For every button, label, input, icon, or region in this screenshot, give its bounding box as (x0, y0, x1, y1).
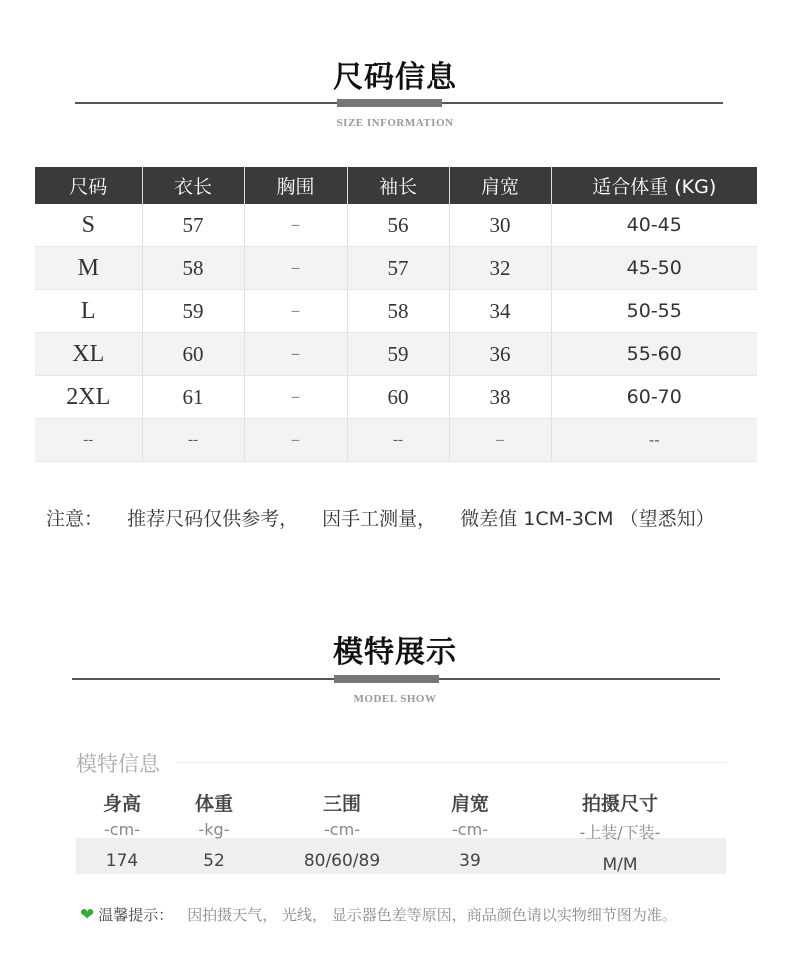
cell-length: 60 (142, 333, 244, 376)
cell-length: 61 (142, 376, 244, 419)
cell-weight: 40-45 (551, 204, 757, 247)
size-table-header (35, 167, 757, 204)
size-note (46, 504, 715, 531)
model-value: 52 (203, 851, 225, 871)
model-info-divider (176, 762, 726, 763)
cell-size: S (35, 204, 142, 247)
cell-sleeve: 56 (347, 204, 449, 247)
tip-label: 温馨提示： (98, 906, 174, 924)
model-unit: -cm- (324, 820, 360, 839)
model-value: 80/60/89 (303, 851, 381, 871)
cell-length: 57 (142, 204, 244, 247)
cell-size: M (35, 247, 142, 290)
header-size: 尺码 (35, 167, 142, 204)
model-col-shoulder (430, 789, 510, 871)
cell-sleeve: 60 (347, 376, 449, 419)
cell-shoulder: 38 (449, 376, 551, 419)
cell-weight: 55-60 (551, 333, 757, 376)
model-info-label: 模特信息 (76, 752, 160, 776)
model-header: 体重 (194, 793, 233, 815)
model-unit: -cm- (104, 820, 140, 839)
cell-sleeve: 57 (347, 247, 449, 290)
header-chest: 胸围 (244, 167, 347, 204)
size-table (35, 167, 757, 462)
cell-shoulder: 36 (449, 333, 551, 376)
header-sleeve: 袖长 (347, 167, 449, 204)
table-row (35, 333, 757, 376)
heart-icon: ❤ (80, 905, 95, 925)
cell-length: -- (142, 419, 244, 462)
model-header: 身高 (102, 793, 141, 815)
model-value: M/M (602, 855, 638, 875)
cell-size: L (35, 290, 142, 333)
model-col-weight (174, 789, 254, 871)
table-row (35, 290, 757, 333)
cell-length: 58 (142, 247, 244, 290)
model-col-measurements (282, 789, 402, 871)
model-unit: -上装/下装- (579, 823, 661, 842)
tip-banner (80, 904, 677, 925)
note-part-2: 因手工测量， (322, 508, 437, 530)
cell-size: -- (35, 419, 142, 462)
model-unit: -kg- (198, 820, 230, 839)
tip-text: 因拍摄天气， 光线， 显示器色差等原因，商品颜色请以实物细节图为准。 (187, 906, 677, 924)
size-section-title: 尺码信息 (333, 60, 457, 95)
model-value: 39 (459, 851, 481, 871)
cell-size: XL (35, 333, 142, 376)
cell-length: 59 (142, 290, 244, 333)
size-section-subtitle: SIZE INFORMATION (336, 117, 454, 129)
cell-shoulder: – (449, 419, 551, 462)
note-part-3: 微差值 1CM-3CM （望悉知） (460, 508, 715, 530)
cell-sleeve: -- (347, 419, 449, 462)
table-row (35, 247, 757, 290)
cell-weight: 45-50 (551, 247, 757, 290)
cell-weight: -- (551, 419, 757, 462)
cell-shoulder: 34 (449, 290, 551, 333)
table-row (35, 204, 757, 247)
header-weight: 适合体重 (KG) (551, 167, 757, 204)
model-unit: -cm- (452, 820, 488, 839)
cell-chest: – (244, 419, 347, 462)
cell-shoulder: 30 (449, 204, 551, 247)
title-divider-accent (337, 99, 442, 107)
title-divider-accent (334, 675, 439, 683)
model-header: 肩宽 (450, 793, 489, 815)
cell-chest: – (244, 247, 347, 290)
model-section-title: 模特展示 (333, 635, 457, 670)
model-value: 174 (105, 851, 139, 871)
cell-weight: 60-70 (551, 376, 757, 419)
cell-chest: – (244, 290, 347, 333)
model-header: 拍摄尺寸 (581, 793, 658, 815)
model-section-subtitle: MODEL SHOW (353, 693, 437, 705)
cell-chest: – (244, 204, 347, 247)
cell-chest: – (244, 376, 347, 419)
table-row (35, 376, 757, 419)
cell-chest: – (244, 333, 347, 376)
model-col-size-worn (555, 789, 685, 875)
cell-weight: 50-55 (551, 290, 757, 333)
model-header: 三围 (322, 793, 361, 815)
cell-sleeve: 58 (347, 290, 449, 333)
header-shoulder: 肩宽 (449, 167, 551, 204)
note-part-1: 推荐尺码仅供参考， (127, 508, 299, 530)
cell-sleeve: 59 (347, 333, 449, 376)
header-length: 衣长 (142, 167, 244, 204)
cell-size: 2XL (35, 376, 142, 419)
cell-shoulder: 32 (449, 247, 551, 290)
table-row (35, 419, 757, 462)
model-col-height (82, 789, 162, 871)
note-label: 注意： (46, 508, 104, 530)
